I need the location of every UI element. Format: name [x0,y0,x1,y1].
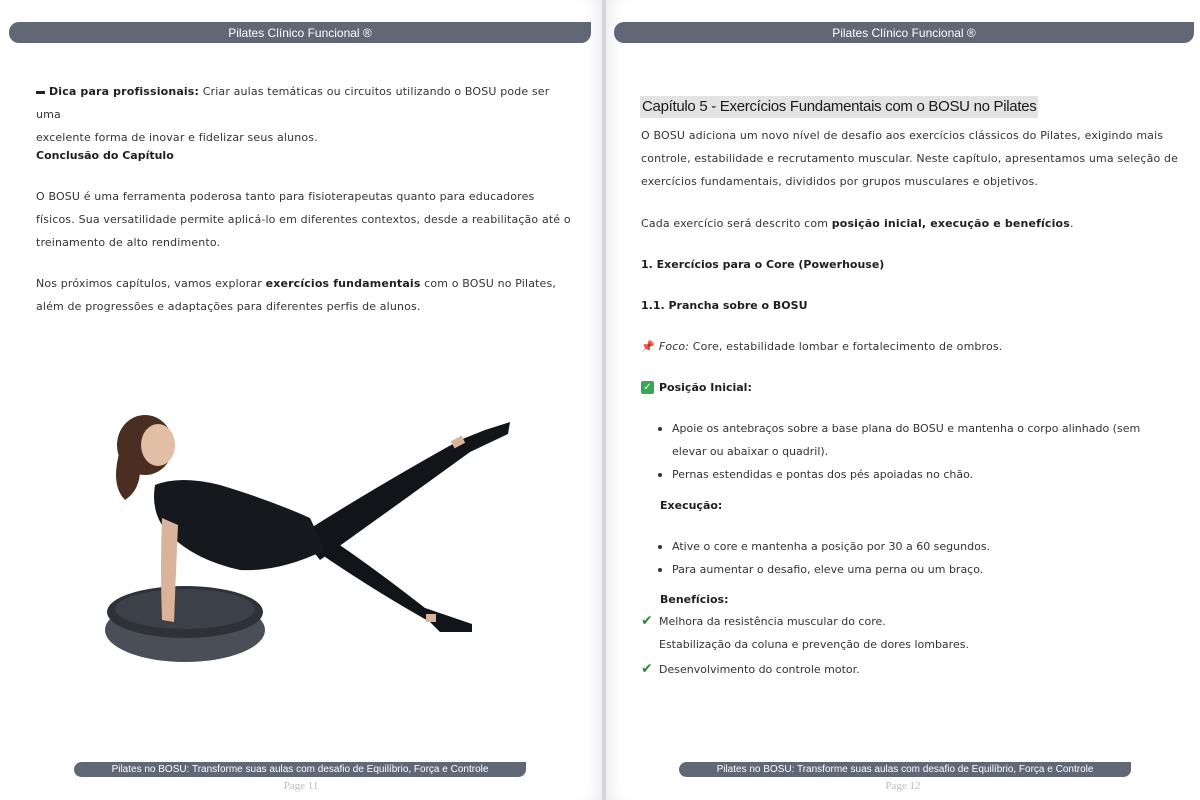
right-page [606,0,1200,800]
list-item: Para aumentar o desafio, eleve uma perna ou um braço. [654,558,1174,581]
page-header: Pilates Clínico Funcional ® [9,22,591,43]
item-text-cont: elevar ou abaixar o quadril). [672,445,829,458]
page-number: Page 12 [885,780,921,792]
pin-icon: 📌 [641,340,655,353]
bosu-dome [115,589,255,629]
ankle-skin-2 [426,614,436,622]
intro-line3: exercícios fundamentais, divididos por grupos musculares e objetivos. [641,175,1039,188]
list-item: Ative o core e mantenha a posição por 30 a 60 segundos. [654,535,1174,558]
benefit-text: Estabilização da coluna e prevenção de dores lombares. [659,638,969,651]
page-header: Pilates Clínico Funcional ® [614,22,1194,43]
section-core: 1. Exercícios para o Core (Powerhouse) [641,258,885,271]
page-footer: Pilates no BOSU: Transforme suas aulas com desafio de Equilíbrio, Força e Controle [74,762,526,777]
checkmark-icon: ✔ [641,661,653,677]
list-item [654,417,1174,463]
list-item: Pernas estendidas e pontas dos pés apoiadas no chão. [654,463,1174,486]
conclusion-paragraph [36,185,581,254]
page-number: Page 11 [283,780,319,792]
exercise-description [641,212,1181,235]
intro-line1: O BOSU adiciona um novo nível de desafio aos exercícios clássicos do Pilates, exigindo mais [641,129,1164,142]
next-line1c: com o BOSU no Pilates, [420,277,556,290]
bosu-exercise-photo [100,400,520,670]
item-text: Apoie os antebraços sobre a base plana do BOSU e mantenha o corpo alinhado (sem [672,422,1141,435]
section-plank: 1.1. Prancha sobre o BOSU [641,299,808,312]
conclusion-line1: O BOSU é uma ferramenta poderosa tanto para fisioterapeutas quanto para educadores [36,190,535,203]
conclusion-heading: Conclusão do Capítulo [36,149,174,162]
desc-bold: posição inicial, execução e benefícios [831,217,1070,230]
face [141,424,175,466]
back-leg [315,535,472,632]
benefit-text: Melhora da resistência muscular do core. [659,614,886,628]
execution-list [654,535,1174,581]
benefit-text: Desenvolvimento do controle motor. [659,662,860,676]
tip-text-line2: excelente forma de inovar e fidelizar seus alunos. [36,131,318,144]
next-line1-bold: exercícios fundamentais [265,277,421,290]
benefit-row-1 [641,613,886,629]
benefit-row-3 [641,661,860,677]
benefit-row-2 [659,638,969,651]
tip-text-line1: Criar aulas temáticas ou circuitos utilizando o BOSU pode ser uma [36,85,550,121]
initial-position-heading [641,381,752,394]
raised-leg [300,422,510,560]
page-footer: Pilates no BOSU: Transforme suas aulas com desafio de Equilíbrio, Força e Controle [679,762,1131,777]
desc-a: Cada exercício será descrito com [641,217,832,230]
torso [154,480,325,570]
conclusion-line3: treinamento de alto rendimento. [36,236,221,249]
desc-c: . [1069,217,1074,230]
tip-paragraph [36,80,576,149]
tip-label: Dica para profissionais: [49,85,200,98]
execution-heading: Execução: [660,499,723,512]
next-chapters-paragraph [36,272,581,318]
arrow-dash-icon [36,91,45,94]
initial-list [654,417,1174,486]
chapter-title: Capítulo 5 - Exercícios Fundamentais com o BOSU no Pilates [640,96,1038,118]
focus-label: Foco: [658,340,690,353]
conclusion-line2: físicos. Sua versatilidade permite aplicá-lo em diferentes contextos, desde a reabilitação até o [36,213,571,226]
benefits-heading: Benefícios: [660,593,729,606]
initial-label: Posição Inicial: [659,381,752,394]
focus-line [641,335,1181,358]
check-box-icon: ✓ [641,381,654,394]
checkmark-icon: ✔ [641,613,653,629]
next-line2: além de progressões e adaptações para diferentes perfis de alunos. [36,300,421,313]
focus-text: Core, estabilidade lombar e fortalecimento de ombros. [689,340,1003,353]
chapter-intro [641,124,1181,193]
next-line1a: Nos próximos capítulos, vamos explorar [36,277,266,290]
intro-line2: controle, estabilidade e recrutamento muscular. Neste capítulo, apresentamos uma seleção de [641,152,1179,165]
